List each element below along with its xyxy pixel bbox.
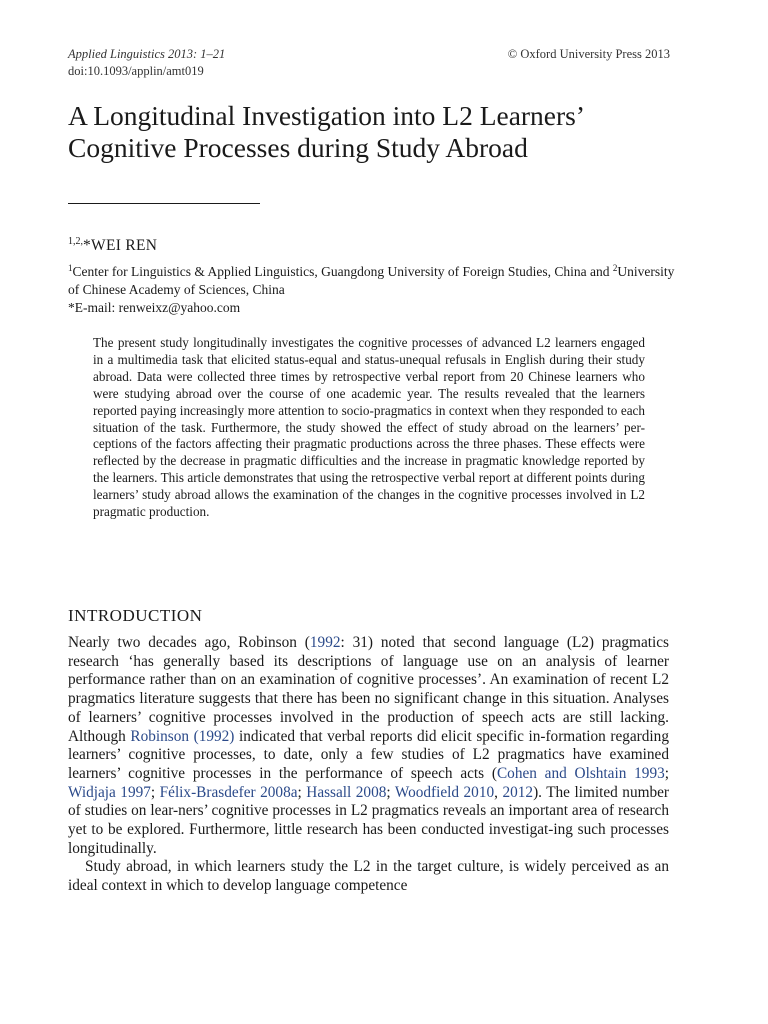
citation-link[interactable]: Cohen and Olshtain 1993 <box>496 764 665 782</box>
affiliation-1: Center for Linguistics & Applied Linguistics, Guangdong University of Foreign Studies, China and <box>72 264 613 279</box>
text-run: : 31) noted that second language (L2) pragmatics research ‘has generally based its descriptions of language use on an analysis of learner performance rather than on an examination of cognitive processes’. An examination of recent L2 pragmatics literature suggests that there has been no significant change in this situation. Analyses of learners’ cognitive processes involved in the production of speech acts are still lacking. Although <box>68 634 669 745</box>
journal-citation: Applied Linguistics 2013: 1–21 <box>68 47 226 61</box>
text-run: ; <box>664 764 669 782</box>
text-run: ; <box>386 783 395 801</box>
article-title: A Longitudinal Investigation into L2 Learners’ Cognitive Processes during Study Abroad <box>68 100 583 163</box>
copyright-notice: © Oxford University Press 2013 <box>507 47 670 61</box>
text-run: Nearly two decades ago, Robinson ( <box>68 634 310 651</box>
doi[interactable]: doi:10.1093/applin/amt019 <box>68 64 204 78</box>
citation-link[interactable]: Woodfield 2010 <box>394 783 495 801</box>
affiliation-mark-2: 2 <box>612 263 618 273</box>
author-line <box>68 232 157 256</box>
citation-link[interactable]: 2012 <box>502 783 534 801</box>
text-run: ). The limited number of studies on lear-ners’ cognitive processes in L2 pragmatics reveals an important area of research yet to be explored. Furthermore, little research has been conducted investigat-ing such processes longitudinally. <box>68 783 670 857</box>
text-run: indicated that verbal reports did elicit specific in-formation regarding learners’ cognitive processes, to date, only a few studies of L2 pragmatics have examined learners’ cognitive processes in the performance of speech acts ( <box>68 727 669 782</box>
affiliation-mark-1: 1 <box>68 263 73 273</box>
author-email[interactable]: *E-mail: renweixz@yahoo.com <box>68 300 241 315</box>
text-run: ; <box>150 783 160 801</box>
text-run: ; <box>297 783 307 801</box>
affiliation-2: University of Chinese Academy of Sciences, China <box>68 264 675 297</box>
abstract: The present study longitudinally investigates the cognitive processes of advanced L2 learners engaged in a multimedia task that elicited status-equal and status-unequal refusals in English during their study abroad. Data were collected three times by retrospective verbal report from 20 Chinese learners who were studying abroad over the course of one academic year. The results revealed that the learners reported paying increasingly more attention to socio-pragmatics in context when they responded to each situation of the task. Furthermore, the study showed the effect of study abroad on the learners’ per-ceptions of the factors affecting their pragmatic productions across the three phases. These effects were reflected by the decrease in pragmatic difficulties and the increase in pragmatic knowledge reported by the learners. This article demonstrates that using the retrospective verbal report at different points during learners’ study abroad allows the examination of the changes in the cognitive processes involved in L2 pragmatic production. <box>93 335 645 520</box>
title-divider <box>68 203 260 204</box>
citation-link[interactable]: 1992 <box>309 634 341 651</box>
paragraph-2: Study abroad, in which learners study the L2 in the target culture, is widely perceived as an ideal context in which to develop language competence <box>68 858 669 895</box>
running-header-left <box>68 46 225 80</box>
author-affiliation-marks: 1,2, <box>68 236 83 247</box>
affiliation-line <box>68 259 678 299</box>
citation-link[interactable]: Robinson (1992) <box>130 727 235 745</box>
section-heading-introduction: INTRODUCTION <box>68 606 203 625</box>
text-run: , <box>494 783 503 801</box>
affiliations <box>68 259 678 317</box>
paragraph-1 <box>68 634 669 858</box>
citation-link[interactable]: Hassall 2008 <box>306 783 387 801</box>
author-name: *WEI REN <box>83 237 158 254</box>
citation-link[interactable]: Widjaja 1997 <box>68 783 151 801</box>
body-text <box>68 634 669 896</box>
citation-link[interactable]: Félix-Brasdefer 2008a <box>159 783 298 801</box>
